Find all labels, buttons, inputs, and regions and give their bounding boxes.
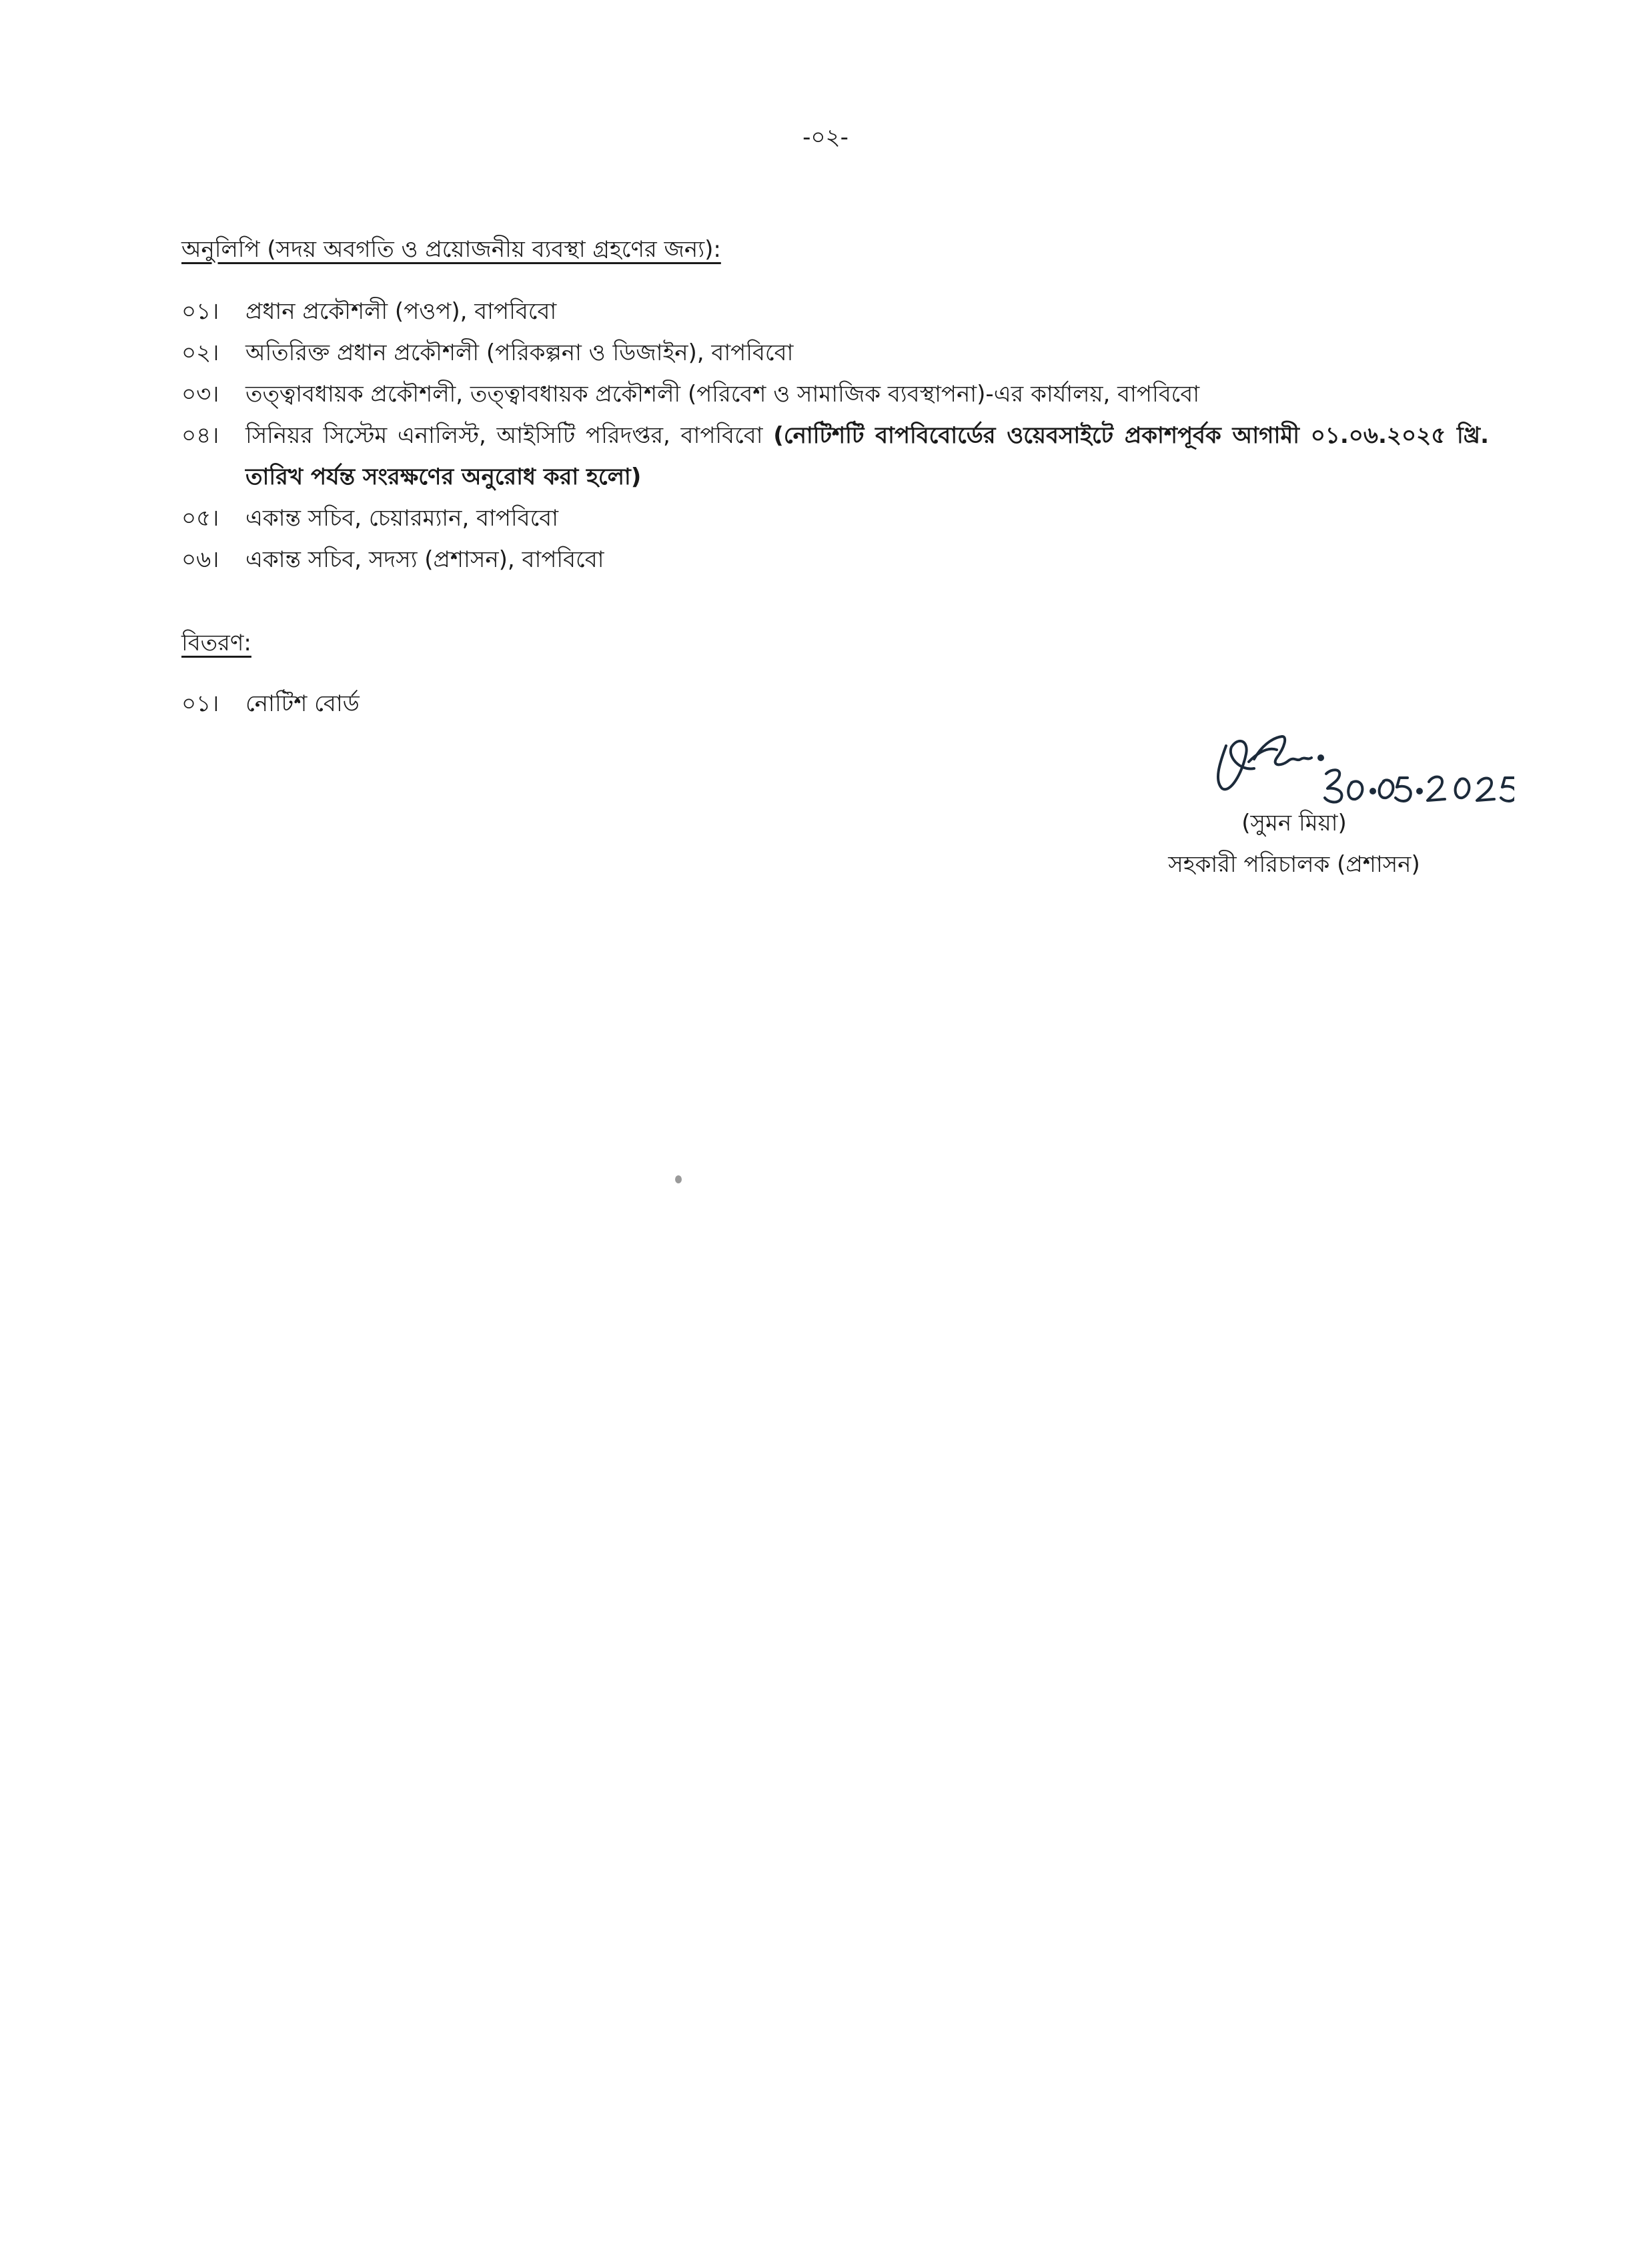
item-number: ০১।	[181, 690, 219, 717]
item-number: ০৩।	[181, 381, 219, 408]
scan-speck	[675, 1175, 682, 1183]
list-item	[181, 683, 1489, 724]
item-text	[245, 374, 1489, 415]
signature-block	[1107, 727, 1508, 901]
distribution-section-heading: বিতরণ:	[181, 630, 251, 656]
handwritten-signature-icon	[1207, 727, 1514, 807]
item-text-regular: সিনিয়র সিস্টেম এনালিস্ট, আইসিটি পরিদপ্তর, বাপবিবো	[245, 422, 774, 449]
list-item	[181, 415, 1489, 498]
list-item	[181, 539, 1489, 580]
signer-name: (সুমন মিয়া)	[1241, 810, 1347, 836]
item-text-regular: প্রধান প্রকৌশলী (পওপ), বাপবিবো	[245, 298, 557, 325]
item-text-regular: তত্ত্বাবধায়ক প্রকৌশলী, তত্ত্বাবধায়ক প্রকৌশলী (পরিবেশ ও সামাজিক ব্যবস্থাপনা)-এর কার্যালয়, বাপবিবো	[245, 381, 1200, 408]
item-number: ০৬।	[181, 546, 219, 573]
item-text	[245, 332, 1489, 374]
distribution-list	[181, 683, 1489, 724]
list-item	[181, 374, 1489, 415]
item-text	[245, 539, 1489, 580]
item-number: ০৫।	[181, 505, 219, 532]
page-number: -০২-	[802, 124, 849, 151]
item-text	[245, 683, 1489, 724]
copy-recipient-list	[181, 291, 1489, 580]
item-text-regular: একান্ত সচিব, সদস্য (প্রশাসন), বাপবিবো	[245, 546, 604, 573]
list-item	[181, 291, 1489, 332]
item-text-regular: অতিরিক্ত প্রধান প্রকৌশলী (পরিকল্পনা ও ডিজাইন), বাপবিবো	[245, 340, 794, 366]
item-text	[245, 415, 1489, 498]
item-text-bold-note: (নোটিশটি বাপবিবোর্ডের ওয়েবসাইটে প্রকাশপূর্বক আগামী ০১.০৬.২০২৫ খ্রি. তারিখ পর্যন্ত সংরক্ষণের অনুরোধ করা হলো)	[245, 422, 1489, 490]
item-number: ০৪।	[181, 422, 219, 449]
item-text	[245, 291, 1489, 332]
copy-section-heading: অনুলিপি (সদয় অবগতি ও প্রয়োজনীয় ব্যবস্থা গ্রহণের জন্য):	[181, 236, 721, 263]
list-item	[181, 332, 1489, 374]
signer-title: সহকারী পরিচালক (প্রশাসন)	[1168, 851, 1420, 878]
list-item	[181, 498, 1489, 539]
item-number: ০২।	[181, 340, 219, 366]
item-number: ০১।	[181, 298, 219, 325]
item-text	[245, 498, 1489, 539]
item-text-regular: নোটিশ বোর্ড	[245, 690, 360, 717]
item-text-regular: একান্ত সচিব, চেয়ারম্যান, বাপবিবো	[245, 505, 559, 532]
